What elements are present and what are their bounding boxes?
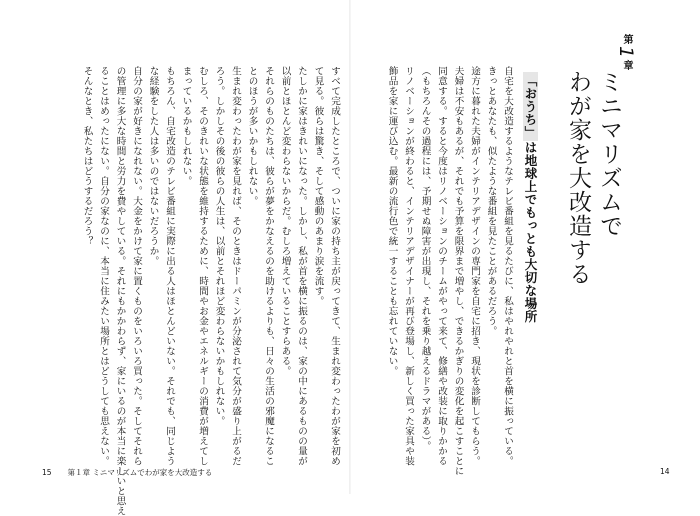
left-line: まっているかもしれない。 — [180, 66, 192, 186]
left-line: な経験をした人は多いのではないだろうか。 — [147, 66, 159, 266]
right-page-body — [383, 66, 515, 476]
left-line: 以前とほとんど変わらないからだ。むしろ増えていることすらある。 — [279, 66, 291, 376]
left-page-number: 15 — [42, 468, 52, 477]
left-line: とのほうが多いかもしれない。 — [246, 66, 258, 206]
right-line: きっとあなたも、似たような番組を見たことがあるだろう。 — [485, 66, 497, 336]
left-line: ることはめったにない。自分の家なのに、本当に住みたい場所とはどうしても思えない。 — [98, 66, 109, 466]
section-heading-text: は地球上でもっとも大切な場所 — [523, 141, 538, 323]
left-line: の管理に多大な時間と労力を費やしている。それにもかかわらず、家にいるのが本当に楽しいと思え — [114, 66, 126, 516]
right-line: 自宅を大改造するようなテレビ番組を見るたびに、私はやれやれと首を横に振っている。 — [502, 66, 513, 466]
running-head-title: ミニマリズムでわが家を大改造する — [92, 468, 213, 477]
chapter-title-line: ミニマリズムで — [596, 70, 622, 238]
section-heading — [521, 72, 539, 323]
page-gutter — [349, 0, 351, 494]
right-line: （もちろんその過程には、予期せぬ障害が出現し、それを乗り越えるドラマがある）。 — [419, 66, 431, 452]
left-line: それらのものたちは、彼らが夢をかなえるのを助けるよりも、日々の生活の邪魔になるこ — [263, 66, 274, 466]
left-line: むしろ、そのきれいな状態を維持するために、時間やお金やエネルギーの消費が増えてし — [197, 66, 208, 466]
chapter-label-pre: 第 — [621, 34, 632, 44]
right-line: 夫婦は不安もあるが、それでも予算を限界まで増やし、できるかぎりの変化を起こすことに — [452, 66, 464, 476]
right-line: 途方に暮れた夫婦がインテリアデザインの専門家を自宅に招き、現状を診断してもらう。 — [469, 66, 480, 466]
left-line: すべて完成したところで、ついに家の持ち主が戻ってきて、生まれ変わったわが家を初め — [329, 66, 340, 466]
left-line: もちろん、自宅改造のテレビ番組に実際に出る人はほとんどいない。それでも、同じよう — [164, 66, 175, 466]
left-line: そんなとき、私たちはどうするだろう？ — [81, 66, 93, 246]
chapter-label — [615, 34, 637, 70]
left-line: 自分の家が好きになれない。大金をかけて家に置くものをいろいろ買った。そしてそれら — [131, 66, 142, 466]
chapter-title — [562, 70, 624, 286]
chapter-label-post: 章 — [621, 60, 632, 71]
right-line: リノベーションが終わると、インテリアデザイナーが再び登場し、新しく買った家具や装 — [403, 66, 414, 466]
section-heading-keyword: 「おうち」 — [523, 74, 538, 139]
chapter-number: 1 — [615, 46, 637, 59]
right-page-number: 14 — [660, 467, 670, 476]
left-line: て見る。彼らは驚き、そして感動のあまり涙を流す。 — [312, 66, 324, 306]
left-line: 生まれ変わったわが家を見れば、そのときはドーパミンが分泌されて気分が盛り上がるだ — [230, 66, 241, 466]
right-line: 飾品を家に運び込む。最新の流行色で統一することも忘れていない。 — [386, 66, 398, 376]
left-page-footer — [42, 467, 212, 478]
left-line: ろう。しかしその後の彼らの人生は、以前とそれほど変わらないかもしれない。 — [213, 66, 225, 426]
chapter-title-line: わが家を大改造する — [564, 70, 591, 286]
right-line: 同意する。すると今度はリノベーションのチームがやって来て、修繕や改装に取りかかる — [436, 66, 447, 466]
left-line: たしかに家はきれいになった。しかし、私が首を横に振るのは、家の中にあるものの量が — [296, 66, 307, 466]
running-head-chapter: 第１章 — [67, 468, 91, 477]
